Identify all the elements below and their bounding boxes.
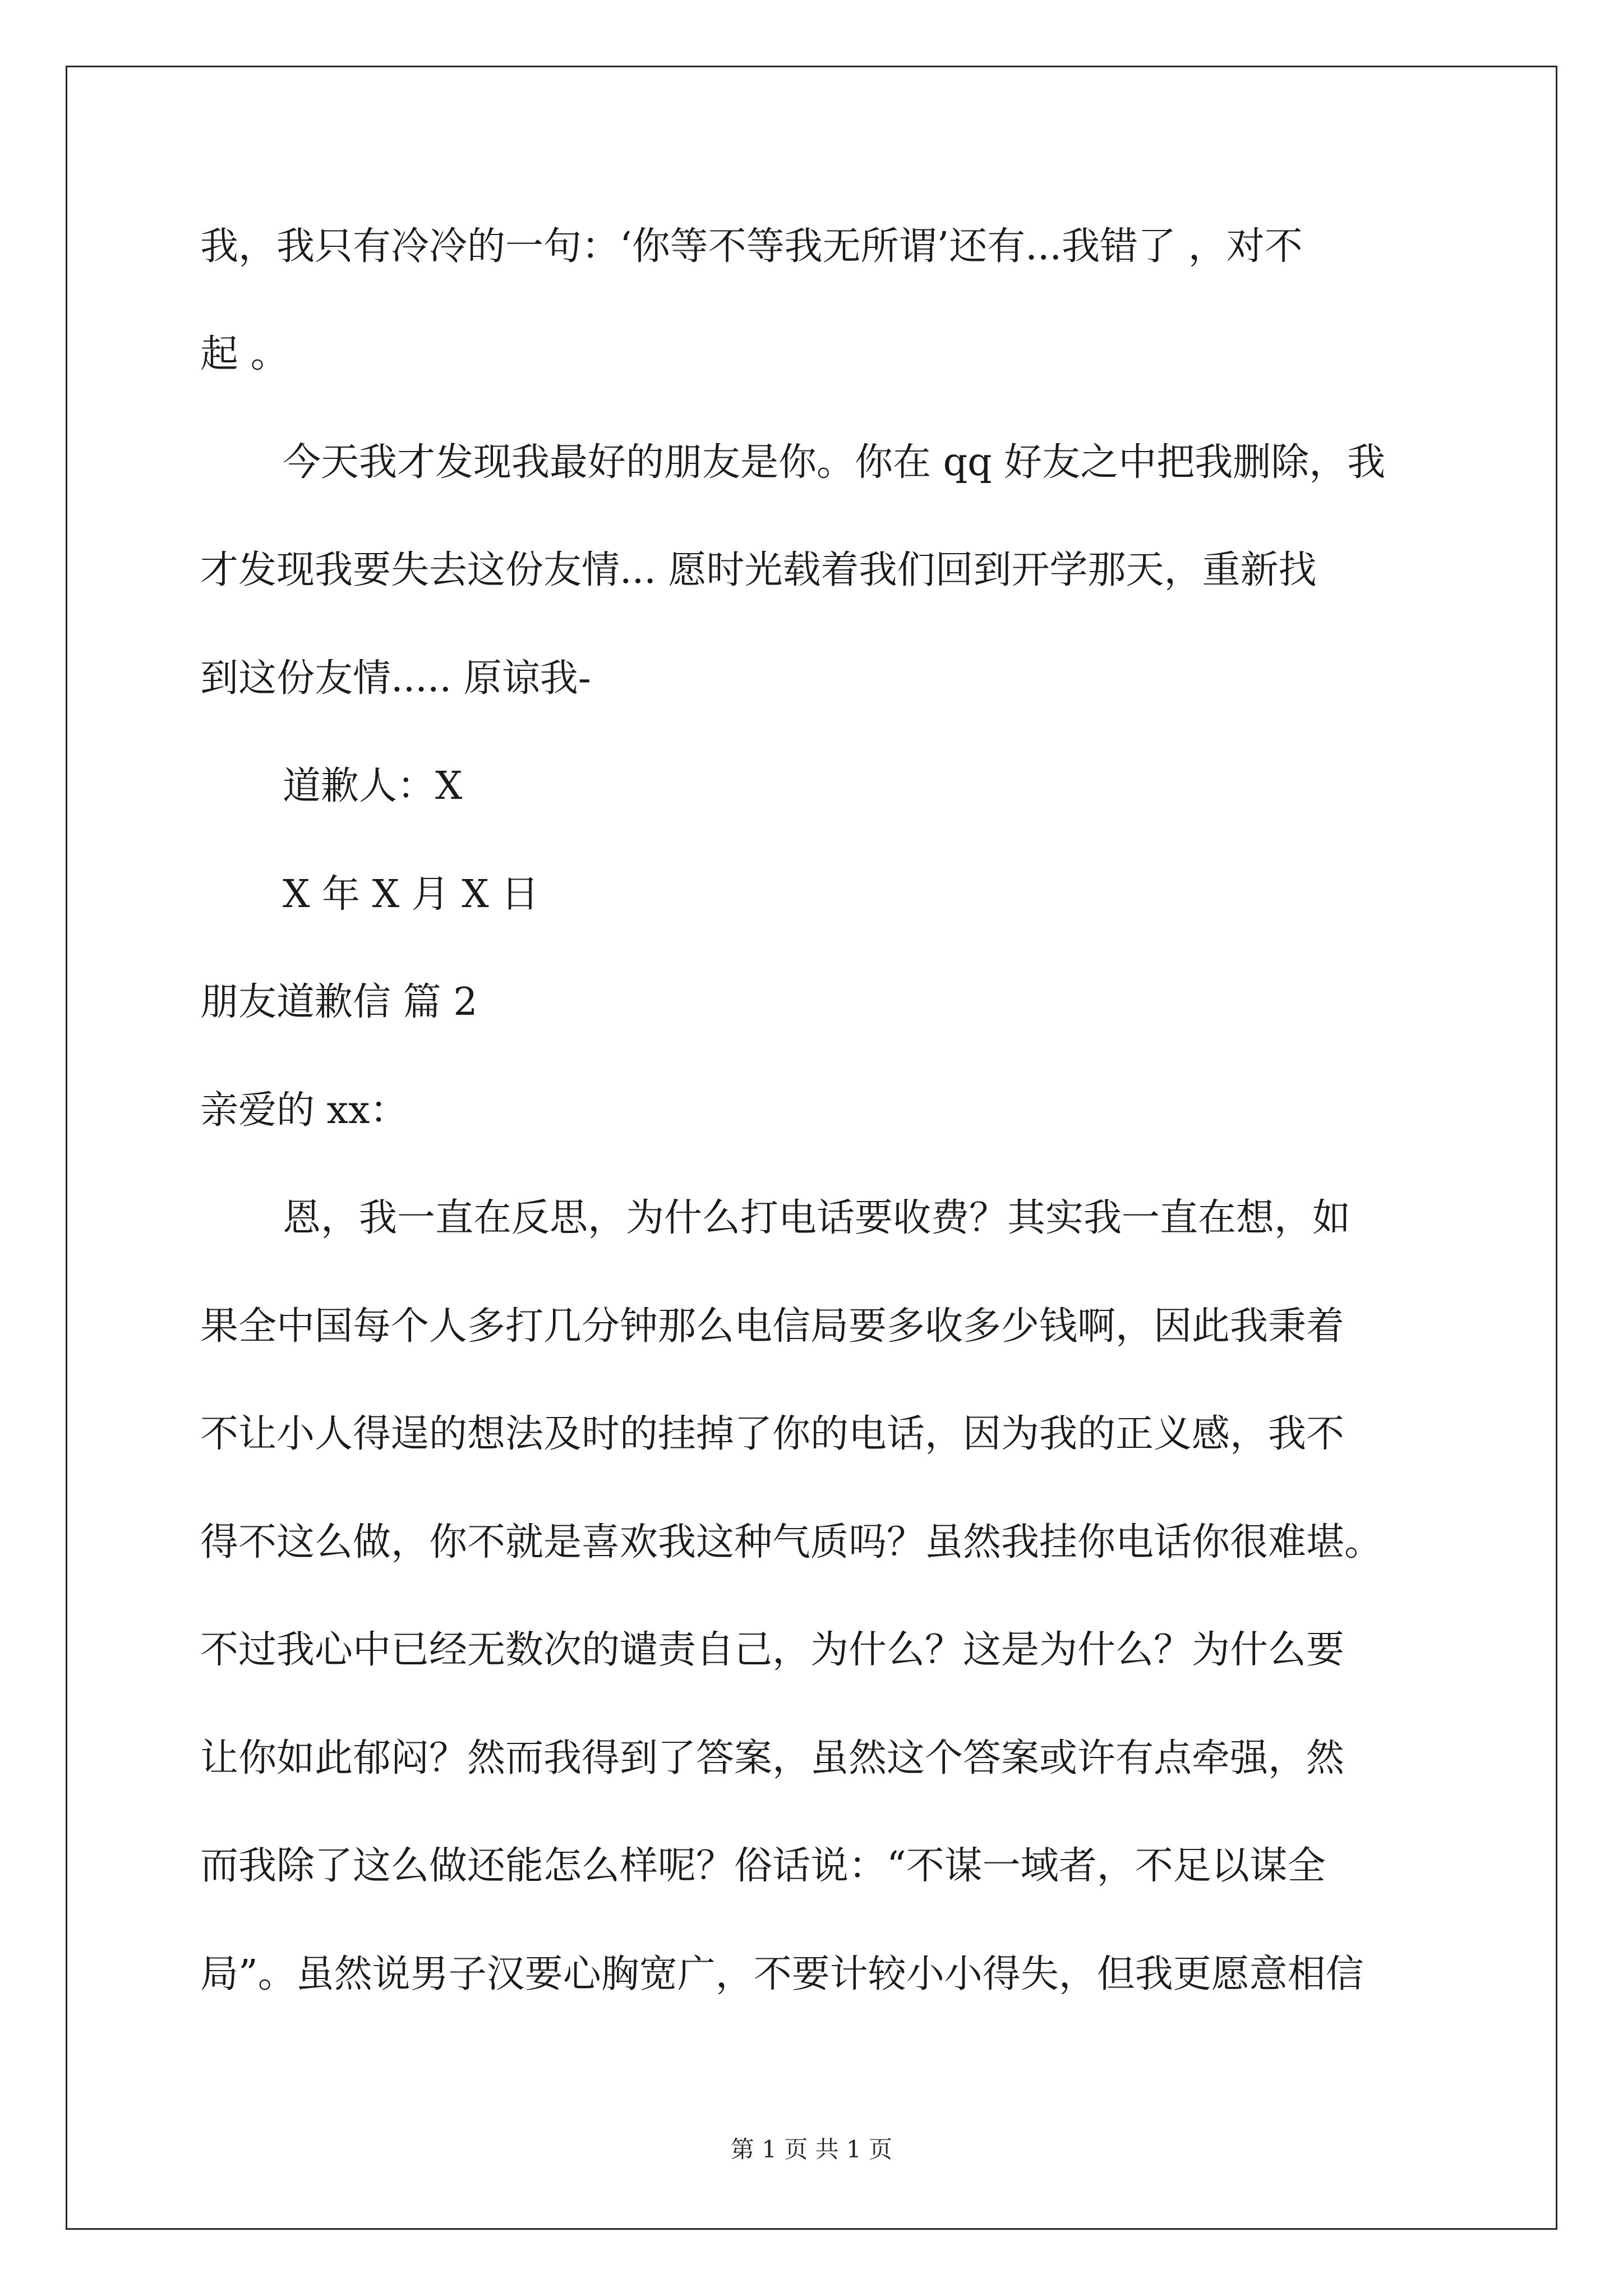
paragraph-line: 才发现我要失去这份友情... 愿时光载着我们回到开学那天，重新找 [200, 548, 1317, 592]
paragraph-line: 到这份友情..... 原谅我- [200, 656, 591, 701]
paragraph-line: 恩，我一直在反思，为什么打电话要收费？其实我一直在想，如 [283, 1196, 1351, 1240]
page-border [66, 66, 1557, 2230]
signature-line: 道歉人：X [283, 764, 463, 808]
paragraph-line: 果全中国每个人多打几分钟那么电信局要多收多少钱啊，因此我秉着 [200, 1304, 1345, 1349]
date-line: X 年 X 月 X 日 [283, 872, 540, 917]
paragraph-line: 而我除了这么做还能怎么样呢？俗话说：“不谋一域者，不足以谋全 [200, 1844, 1326, 1888]
paragraph-line: 局”。虽然说男子汉要心胸宽广，不要计较小小得失，但我更愿意相信 [200, 1952, 1364, 1996]
paragraph-line: 今天我才发现我最好的朋友是你。你在 qq 好友之中把我删除，我 [283, 440, 1386, 485]
paragraph-line: 不过我心中已经无数次的谴责自己，为什么？这是为什么？为什么要 [200, 1628, 1345, 1672]
salutation: 亲爱的 xx： [200, 1088, 408, 1133]
paragraph-line: 我，我只有冷冷的一句：‘你等不等我无所谓’还有...我错了 ，对不 [200, 224, 1303, 269]
paragraph-line: 不让小人得逞的想法及时的挂掉了你的电话，因为我的正义感，我不 [200, 1412, 1345, 1456]
paragraph-line: 得不这么做，你不就是喜欢我这种气质吗？虽然我挂你电话你很难堪。 [200, 1520, 1383, 1565]
paragraph-line: 起 。 [200, 332, 289, 376]
page-footer: 第 1 页 共 1 页 [730, 2136, 893, 2163]
paragraph-line: 让你如此郁闷？然而我得到了答案，虽然这个答案或许有点牵强，然 [200, 1736, 1345, 1780]
section-heading: 朋友道歉信 篇 2 [200, 980, 478, 1024]
